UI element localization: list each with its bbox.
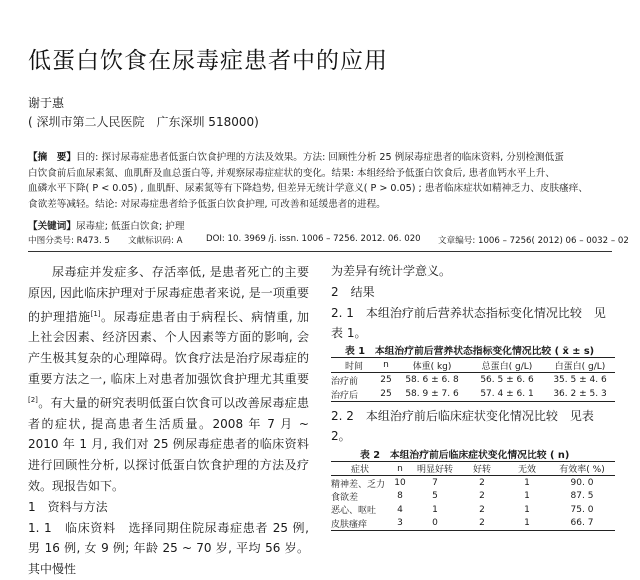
table-header: 症状 — [350, 465, 369, 476]
section-2-2-heading: 2. 2 本组治疗前后临床症状变化情况比较 见表 — [331, 409, 594, 423]
table-row: 精神差、乏力 10 7 2 1 90. 0 — [331, 478, 594, 490]
table-2 — [331, 461, 615, 531]
table-1 — [331, 357, 615, 402]
abstract-line-1: 目的: 探讨尿毒症患者低蛋白饮食护理的方法及效果。方法: 回顾性分析 25 例尿毒症患者的临床资料, 分别检测低蛋 — [75, 152, 564, 163]
table-row: 治疗后 25 58. 9 ± 7. 6 57. 4 ± 6. 1 36. 2 ± 5. 3 — [331, 387, 615, 402]
keywords-text: 尿毒症; 低蛋白饮食; 护理 — [75, 221, 185, 232]
section-1-1-text: 1. 1 临床资料 选择同期住院尿毒症患者 25 例, 男 16 例, 女 9 例; 年龄 25 ~ 70 岁, 平均 56 岁。其中慢性 — [28, 520, 309, 577]
reference-2: [2] — [28, 395, 38, 404]
keywords — [28, 218, 184, 232]
abstract-line-4: 食欲差等减轻。结论: 对尿毒症患者给予低蛋白饮食护理, 可改善和延缓患者的进程。 — [28, 198, 386, 210]
article-number: 文章编号: 1006 – 7256( 2012) 06 – 0032 – 02 — [438, 236, 629, 246]
table-row: 皮肤瘙痒 3 0 2 1 66. 7 — [331, 517, 615, 531]
document-code: 文献标识码: A — [128, 236, 183, 246]
keywords-label: 【关键词】 — [28, 221, 76, 232]
table-1-caption: 表 1 本组治疗前后营养状态指标变化情况比较 ( x̄ ± s) — [345, 346, 595, 357]
table-header: n — [383, 360, 389, 370]
abstract-label: 【摘 要】 — [28, 152, 76, 163]
table-header: 明显好转 — [416, 465, 453, 476]
section-2-1-heading-cont: 表 1。 — [331, 326, 367, 340]
abstract-line-3: 血磷水平下降( P < 0.05) , 血肌酐、尿素氮等有下降趋势, 但差异无统计学意义( P > 0.05) ; 患者临床症状如精神乏力、皮肤瘙痒、 — [28, 183, 588, 194]
table-row: 治疗前 25 58. 6 ± 6. 8 56. 5 ± 6. 6 35. 5 ± 4. 6 — [331, 375, 607, 387]
table-header: 体重( kg) — [412, 361, 452, 372]
table-header: 白蛋白( g/L) — [554, 361, 606, 372]
right-col-line-1: 为差异有统计学意义。 — [331, 264, 452, 278]
section-heading-1: 1 资料与方法 — [28, 499, 108, 514]
section-2-2-heading-cont: 2。 — [331, 429, 351, 443]
table-header: n — [397, 463, 403, 474]
table-header: 时间 — [344, 361, 363, 372]
reference-1: [1] — [90, 309, 101, 318]
table-header: 有效率( %) — [559, 465, 605, 476]
table-row: 恶心、呕吐 4 1 2 1 75. 0 — [331, 504, 594, 517]
table-row: 食欲差 8 5 2 1 87. 5 — [331, 491, 594, 503]
article-title: 低蛋白饮食在尿毒症患者中的应用 — [28, 48, 388, 74]
table-header: 好转 — [472, 465, 491, 476]
table-header: 总蛋白( g/L) — [481, 361, 533, 372]
section-heading-2: 2 结果 — [331, 285, 375, 299]
header-divider — [28, 251, 612, 252]
author-name: 谢于惠 — [28, 96, 65, 110]
doi: DOI: 10. 3969 /j. issn. 1006 – 7256. 2012. 06. 020 — [206, 234, 421, 244]
section-2-1-heading: 2. 1 本组治疗前后营养状态指标变化情况比较 见 — [331, 306, 606, 320]
intro-paragraph: 尿毒症并发症多、存活率低, 是患者死亡的主要原因, 因此临床护理对于尿毒症患者来说, 是一项重要的护理措施[1]。尿毒症患者由于病程长、病情重, 加上社会因素、经济因素、个人因素等方面的影响, 会产生极其复杂的心理障碍。饮食疗法是治疗尿毒症的重要方法之一, 临床上对患者加强饮食护理尤其重要[2]。有大量的研究表明低蛋白饮食可以改善尿毒症患者的症状, 提高患者生活质量。2008 年 7 月 ~ 2010 年 1 月, 我们对 25 例尿毒症患者的临床资料进行回顾性分析, 以探讨低蛋白饮食护理的方法及疗效。现报告如下。 — [28, 265, 309, 493]
author-affiliation: ( 深圳市第二人民医院 广东深圳 518000) — [28, 115, 259, 129]
abstract-line-2: 白饮食前后血尿素氮、血肌酐及血总蛋白等, 并观察尿毒症症状的变化。结果: 本组经给予低蛋白饮食后, 患者血钙水平上升、 — [28, 167, 555, 179]
abstract — [28, 150, 613, 212]
left-column — [28, 262, 309, 580]
table-2-caption: 表 2 本组治疗前后临床症状变化情况比较 ( n) — [360, 450, 570, 461]
table-header: 无效 — [517, 465, 536, 476]
clc-number: 中图分类号: R473. 5 — [28, 236, 110, 246]
